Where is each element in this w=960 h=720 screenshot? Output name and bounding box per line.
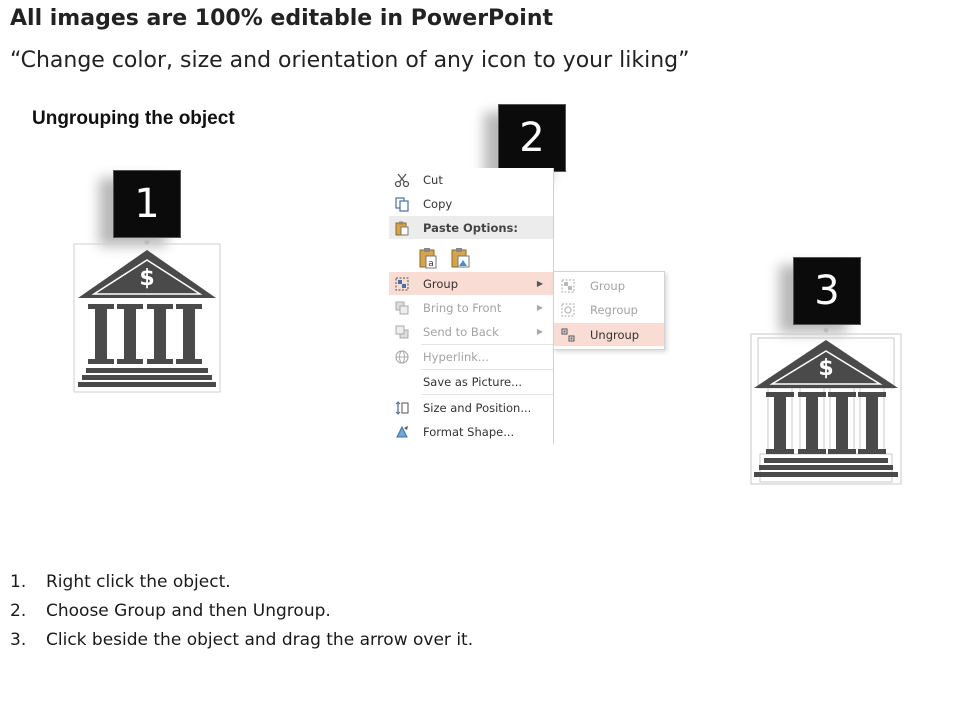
submenu-item-regroup[interactable] [554,298,664,321]
bank-columns [88,304,202,364]
submenu-arrow-icon: ▶ [536,303,543,312]
instruction-item: 2. Choose Group and then Ungroup. [10,601,331,621]
section-title: Ungrouping the object [32,108,235,129]
page-subtitle: “Change color, size and orientation of any icon to your liking” [10,48,690,73]
size-position-icon [389,396,415,419]
bank-building-icon-ungrouped[interactable] [748,324,904,488]
rotate-handle[interactable] [145,240,150,245]
page-title: All images are 100% editable in PowerPoint [10,6,553,31]
menu-item-label: Bring to Front [423,300,502,315]
menu-item-label: Cut [423,172,443,187]
menu-item-label: Size and Position... [423,400,532,415]
hyperlink-icon [389,345,415,368]
submenu-item-label: Ungroup [590,327,640,342]
menu-item-send-to-back[interactable] [389,320,553,343]
scissors-icon [389,168,415,191]
paste-keep-formatting-icon[interactable] [417,246,441,270]
bank-building-icon[interactable] [72,238,222,396]
rotate-handle[interactable] [824,328,829,333]
menu-item-cut[interactable] [389,168,553,191]
instructions-list [10,568,473,655]
menu-item-hyperlink[interactable] [389,345,553,368]
submenu-item-group[interactable] [554,274,664,297]
dollar-sign: $ [818,356,834,381]
menu-item-size-and-position[interactable] [389,396,553,419]
menu-item-label: Paste Options: [423,220,519,235]
menu-item-copy[interactable] [389,192,553,215]
instruction-item: 1. Right click the object. [10,572,231,592]
paste-options-row [417,246,473,270]
menu-item-label: Group [423,276,459,291]
send-to-back-icon [389,320,415,343]
copy-icon [389,192,415,215]
submenu-item-label: Regroup [590,302,638,317]
submenu-arrow-icon: ▶ [536,279,543,288]
menu-item-bring-to-front[interactable] [389,296,553,319]
bank-steps [78,368,216,387]
menu-item-label: Hyperlink... [423,349,489,364]
menu-item-label: Format Shape... [423,424,515,439]
bank-steps [754,458,898,477]
menu-item-group[interactable] [389,272,553,295]
menu-separator [421,394,553,395]
menu-item-paste-options [389,216,553,239]
dollar-sign: $ [139,266,155,291]
submenu-item-label: Group [590,278,626,293]
bring-to-front-icon [389,296,415,319]
bank-columns [766,392,886,454]
regroup-icon [554,298,582,321]
menu-item-format-shape[interactable] [389,420,553,443]
context-menu [389,168,554,444]
ungroup-icon [554,323,582,346]
format-shape-icon [389,420,415,443]
group-submenu [553,271,665,350]
step-badge-2: 2 [498,104,566,172]
svg-text:a: a [428,259,434,269]
menu-item-label: Send to Back [423,324,499,339]
paste-picture-icon[interactable] [449,246,473,270]
menu-item-save-as-picture[interactable] [389,370,553,393]
menu-item-label: Copy [423,196,453,211]
step-badge-1: 1 [113,170,181,238]
step-badge-3: 3 [793,257,861,325]
group-icon [389,272,415,295]
paste-icon [389,216,415,239]
group-icon [554,274,582,297]
submenu-item-ungroup[interactable] [554,323,664,346]
menu-item-label: Save as Picture... [423,374,523,389]
instruction-item: 3. Click beside the object and drag the arrow over it. [10,630,474,650]
submenu-arrow-icon: ▶ [536,327,543,336]
